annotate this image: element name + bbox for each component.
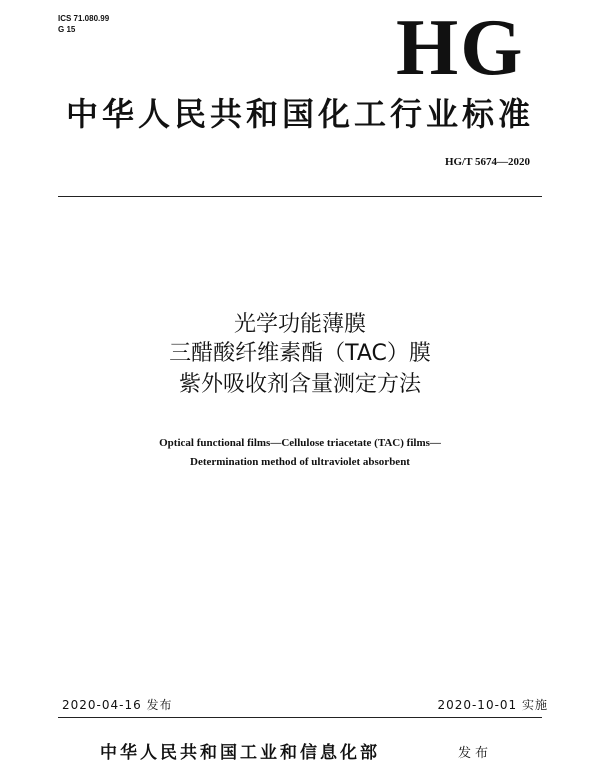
standard-type-heading: 中华人民共和国化工行业标准 xyxy=(65,95,534,133)
implement-date: 2020-10-01 实施 xyxy=(437,698,548,712)
title-en-line1: Optical functional films—Cellulose triacetate (TAC) films— xyxy=(159,437,441,449)
release-date: 2020-04-16 发布 xyxy=(62,698,173,712)
ics-code: ICS 71.080.99 xyxy=(58,14,110,23)
issue-label: 发布 xyxy=(458,746,493,761)
classification-codes xyxy=(58,13,109,35)
standard-code: HG/T 5674—2020 xyxy=(444,156,530,168)
title-en-line2: Determination method of ultraviolet absorbent xyxy=(190,456,410,468)
title-cn-line1: 光学功能薄膜 xyxy=(233,312,366,337)
hg-logo: HG xyxy=(396,4,525,92)
issuing-authority: 中华人民共和国工业和信息化部 xyxy=(100,743,380,763)
ccs-code: G 15 xyxy=(58,25,76,34)
header-divider xyxy=(58,196,542,197)
title-cn-line3: 紫外吸收剂含量测定方法 xyxy=(178,372,421,397)
title-cn-line2: 三醋酸纤维素酯（TAC）膜 xyxy=(169,341,431,366)
footer-divider xyxy=(58,717,542,718)
